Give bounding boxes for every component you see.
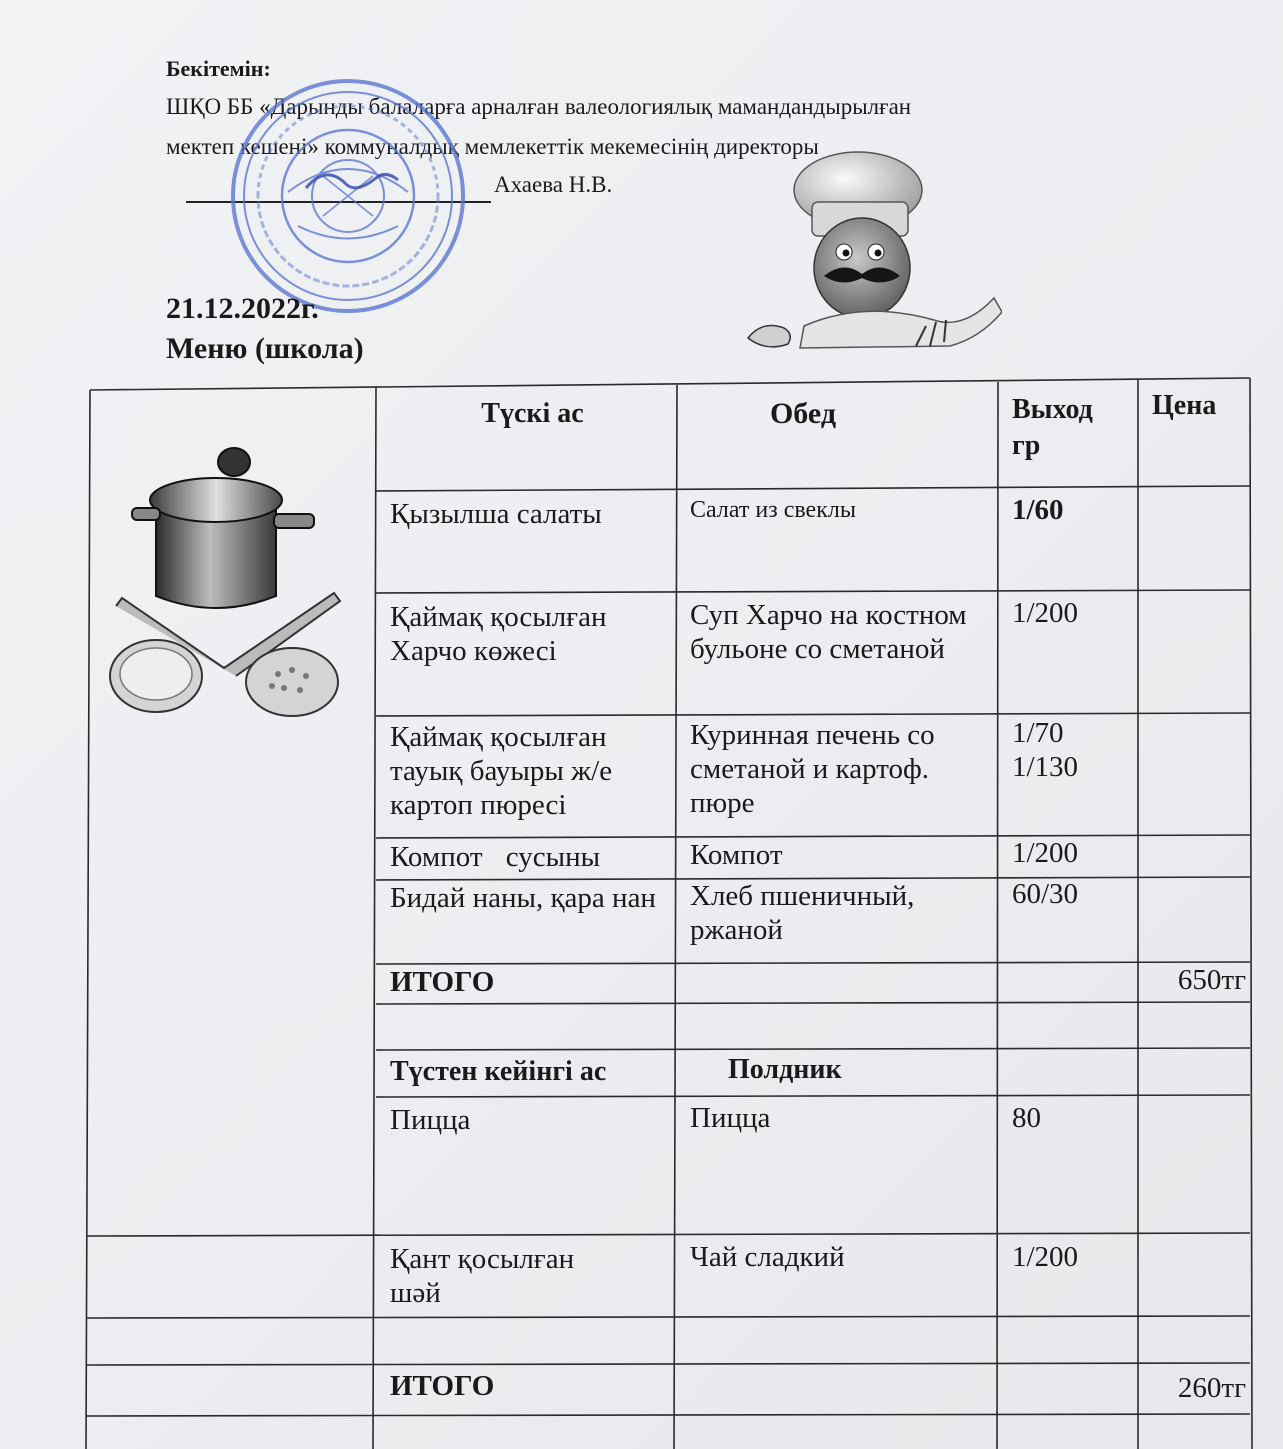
lunch-total-label: ИТОГО bbox=[390, 966, 495, 998]
lunch-row-5-price bbox=[1142, 876, 1250, 960]
snack-row-2-output: 1/200 bbox=[1012, 1241, 1079, 1273]
lunch-row-1-ru: Салат из свеклы bbox=[690, 497, 856, 523]
snack-row-2-kz: Қант қосылған шәй bbox=[390, 1243, 575, 1309]
snack-row-1-kz: Пицца bbox=[390, 1104, 471, 1136]
menu-date: 21.12.2022г. bbox=[166, 292, 319, 325]
lunch-row-5-ru: Хлеб пшеничный, ржаной bbox=[690, 880, 915, 946]
snack-total-price: 260тг bbox=[1177, 1372, 1246, 1404]
lunch-row-1-kz: Қызылша салаты bbox=[390, 498, 602, 530]
approval-title: Бекітемін: bbox=[166, 56, 271, 81]
column-header-ru: Обед bbox=[769, 397, 837, 430]
lunch-row-2-price bbox=[1142, 591, 1250, 709]
column-header-price: Цена bbox=[1152, 390, 1217, 421]
lunch-row-3-kz: Қаймақ қосылған тауық бауыры ж/е картоп пюресі bbox=[390, 721, 613, 821]
snack-row-1-output: 80 bbox=[1012, 1102, 1041, 1134]
lunch-row-1-price bbox=[1142, 488, 1250, 586]
lunch-row-3-output: 1/70 1/130 bbox=[1012, 717, 1079, 783]
lunch-row-4-price bbox=[1142, 835, 1250, 875]
lunch-row-3-price bbox=[1142, 713, 1250, 831]
lunch-row-5-kz: Бидай наны, қара нан bbox=[390, 882, 656, 914]
lunch-row-2-kz: Қаймақ қосылған Харчо көжесі bbox=[390, 601, 607, 667]
lunch-row-4-ru: Компот bbox=[690, 839, 783, 871]
chef-illustration-icon bbox=[740, 148, 1002, 358]
cooking-pot-ladles-icon bbox=[104, 438, 344, 728]
lunch-row-3-ru: Куринная печень со сметаной и картоф. пюре bbox=[690, 719, 935, 819]
snack-row-2-price bbox=[1142, 1235, 1250, 1315]
snack-header-kz: Түстен кейінгі ас bbox=[390, 1056, 607, 1087]
approval-line-2: мектеп кешені» коммуналдық мемлекеттік мекемесінің директоры bbox=[166, 134, 819, 159]
lunch-row-4-output: 1/200 bbox=[1012, 837, 1079, 869]
signer-name: Ахаева Н.В. bbox=[494, 172, 613, 197]
lunch-row-2-ru: Суп Харчо на костном бульоне со сметаной bbox=[690, 599, 967, 665]
lunch-total-price: 650тг bbox=[1177, 964, 1246, 996]
official-seal-icon bbox=[228, 76, 468, 316]
snack-row-1-price bbox=[1142, 1096, 1250, 1232]
lunch-row-2-output: 1/200 bbox=[1012, 597, 1079, 629]
lunch-row-1-output: 1/60 bbox=[1012, 494, 1064, 526]
approval-line-1: ШҚО ББ «Дарынды балаларға арналған валеологиялық мамандандырылған bbox=[166, 94, 912, 119]
menu-title: Меню (школа) bbox=[166, 332, 364, 365]
lunch-row-4-kz: Компот сусыны bbox=[390, 841, 601, 873]
snack-row-2-ru: Чай сладкий bbox=[690, 1241, 845, 1273]
snack-total-label: ИТОГО bbox=[390, 1370, 495, 1402]
snack-header-ru: Полдник bbox=[728, 1054, 842, 1085]
snack-row-1-ru: Пицца bbox=[690, 1102, 771, 1134]
lunch-row-5-output: 60/30 bbox=[1012, 878, 1079, 910]
column-header-output: Выход гр bbox=[1012, 394, 1093, 462]
column-header-kz: Түскі ас bbox=[481, 398, 584, 429]
